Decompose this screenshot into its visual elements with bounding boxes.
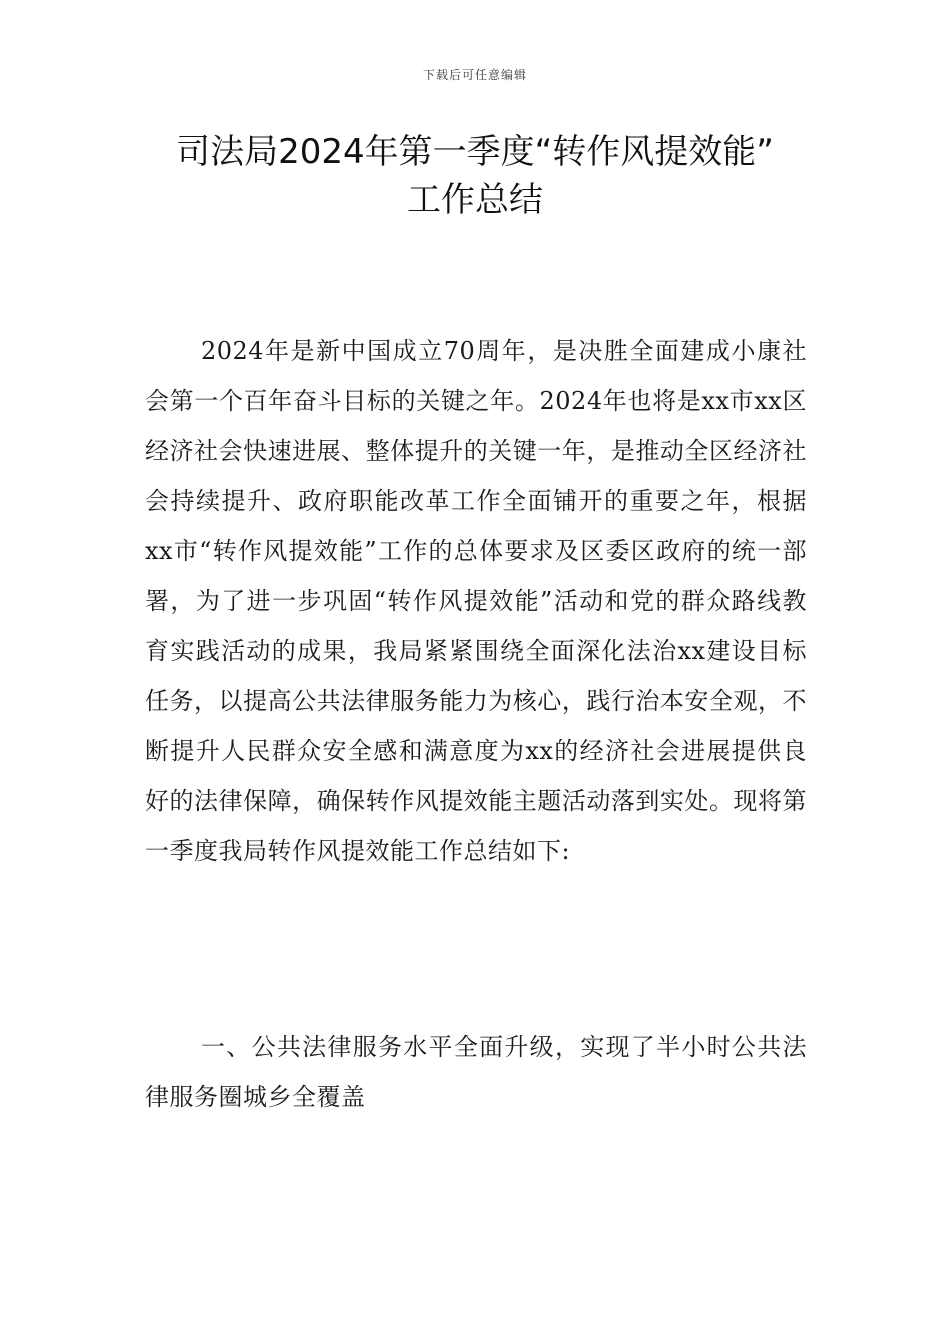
intro-paragraph: 2024年是新中国成立70周年，是决胜全面建成小康社会第一个百年奋斗目标的关键之年。2024年也将是xx市xx区经济社会快速进展、整体提升的关键一年，是推动全区经济社会持续提升、政府职能改革工作全面铺开的重要之年，根据xx市“转作风提效能”工作的总体要求及区委区政府的统一部署，为了进一步巩固“转作风提效能”活动和党的群众路线教育实践活动的成果，我局紧紧围绕全面深化法治xx建设目标任务，以提高公共法律服务能力为核心，践行治本安全观，不断提升人民群众安全感和满意度为xx的经济社会进展提供良好的法律保障，确保转作风提效能主题活动落到实处。现将第一季度我局转作风提效能工作总结如下: bbox=[145, 337, 807, 865]
section-one-heading: 一、公共法律服务水平全面升级，实现了半小时公共法律服务圈城乡全覆盖 bbox=[145, 1033, 807, 1111]
document-title-line-2: 工作总结 bbox=[407, 180, 543, 220]
document-title-line-1: 司法局2024年第一季度“转作风提效能” bbox=[176, 132, 774, 172]
header-note: 下载后可任意编辑 bbox=[422, 68, 527, 82]
document-title bbox=[100, 128, 850, 224]
